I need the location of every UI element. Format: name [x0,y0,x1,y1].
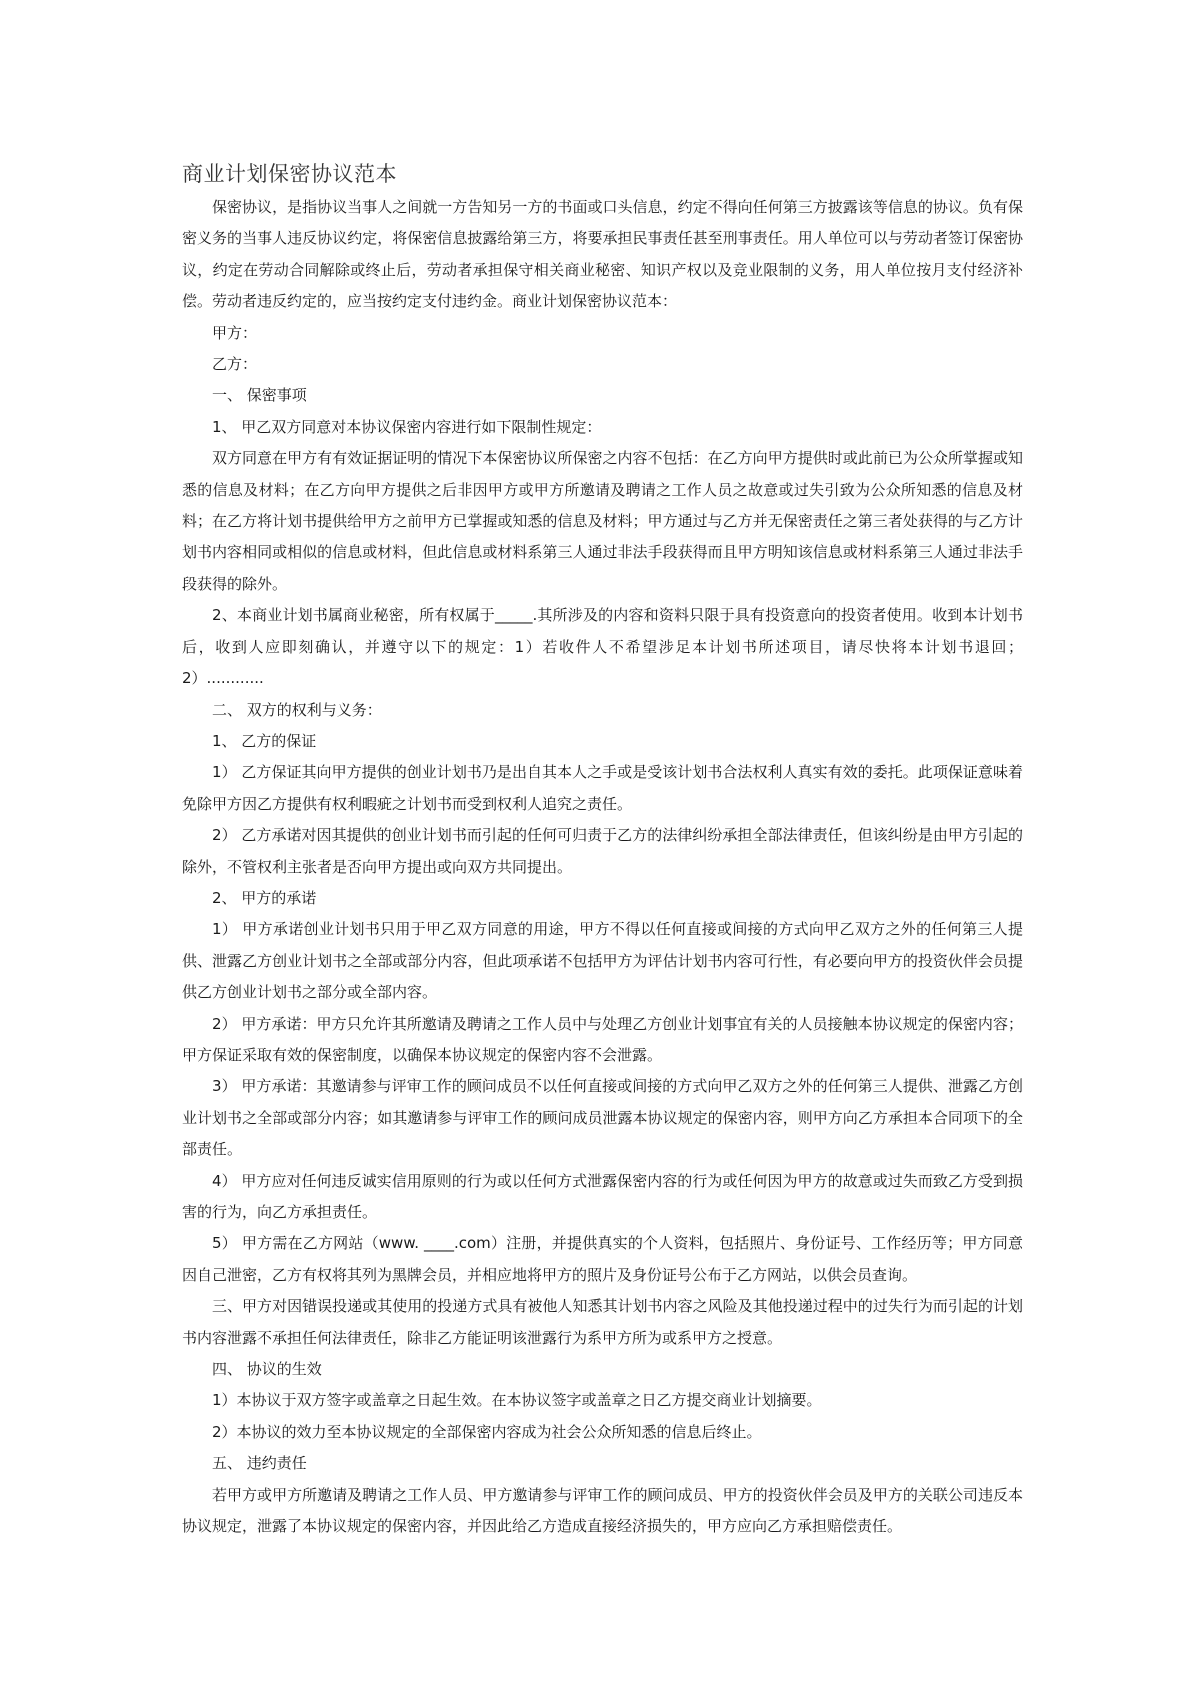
paragraph-intro: 保密协议，是指协议当事人之间就一方告知另一方的书面或口头信息，约定不得向任何第三方披露该等信息的协议。负有保密义务的当事人违反协议约定，将保密信息披露给第三方，将要承担民事责任甚至刑事责任。用人单位可以与劳动者签订保密协议，约定在劳动合同解除或终止后，劳动者承担保守相关商业秘密、知识产权以及竞业限制的义务，用人单位按月支付经济补偿。劳动者违反约定的，应当按约定支付违约金。商业计划保密协议范本： [182,198,1023,311]
clause-4-1: 1）本协议于双方签字或盖章之日起生效。在本协议签字或盖章之日乙方提交商业计划摘要。 [212,1391,822,1410]
clause-2-1-1: 1） 乙方保证其向甲方提供的创业计划书乃是出自其本人之手或是受该计划书合法权利人真实有效的委托。此项保证意味着免除甲方因乙方提供有权利暇疵之计划书而受到权利人追究之责任。 [182,763,1023,813]
section-heading-1: 一、 保密事项 [212,386,307,405]
section-heading-4: 四、 协议的生效 [212,1360,322,1379]
section-heading-5: 五、 违约责任 [212,1454,307,1473]
clause-5-1: 若甲方或甲方所邀请及聘请之工作人员、甲方邀请参与评审工作的顾问成员、甲方的投资伙伴会员及甲方的关联公司违反本协议规定，泄露了本协议规定的保密内容，并因此给乙方造成直接经济损失的，甲方应向乙方承担赔偿责任。 [182,1485,1023,1536]
clause-2-2-4: 4） 甲方应对任何违反诚实信用原则的行为或以任何方式泄露保密内容的行为或任何因为甲方的故意或过失而致乙方受到损害的行为，向乙方承担责任。 [182,1171,1023,1221]
clause-2-1-2: 2） 乙方承诺对因其提供的创业计划书而引起的任何可归责于乙方的法律纠纷承担全部法律责任，但该纠纷是由甲方引起的除外，不管权利主张者是否向甲方提出或向双方共同提出。 [182,826,1023,876]
clause-2-2-5: 5） 甲方需在乙方网站（www. ____.com）注册，并提供真实的个人资料，包括照片、身份证号、工作经历等；甲方同意因自己泄密，乙方有权将其列为黑牌会员，并相应地将甲方的照片及身份证号公布于乙方网站，以供会员查询。 [182,1234,1023,1284]
section-3: 三、甲方对因错误投递或其使用的投递方式具有被他人知悉其计划书内容之风险及其他投递过程中的过失行为而引起的计划书内容泄露不承担任何法律责任，除非乙方能证明该泄露行为系甲方所为或系甲方之授意。 [182,1297,1023,1347]
clause-2-2-1: 1） 甲方承诺创业计划书只用于甲乙双方同意的用途，甲方不得以任何直接或间接的方式向甲乙双方之外的任何第三人提供、泄露乙方创业计划书之全部或部分内容，但此项承诺不包括甲方为评估计划书内容可行性，有必要向甲方的投资伙伴会员提供乙方创业计划书之部分或全部内容。 [182,920,1023,1002]
section-heading-2: 二、 双方的权利与义务： [212,700,382,719]
clause-1-2: 2、本商业计划书属商业秘密，所有权属于_____.其所涉及的内容和资料只限于具有投资意向的投资者使用。收到本计划书后，收到人应即刻确认，并遵守以下的规定：1）若收件人不希望涉足本计划书所述项目，请尽快将本计划书退回；2）............ [182,606,1023,688]
document-body [182,160,1023,1542]
subsection-heading-2-1: 1、 乙方的保证 [212,731,317,750]
party-b-label: 乙方： [212,355,258,374]
clause-2-2-3: 3） 甲方承诺：其邀请参与评审工作的顾问成员不以任何直接或间接的方式向甲乙双方之外的任何第三人提供、泄露乙方创业计划书之全部或部分内容；如其邀请参与评审工作的顾问成员泄露本协议规定的保密内容，则甲方向乙方承担本合同项下的全部责任。 [182,1077,1023,1159]
party-a-label: 甲方： [212,323,258,342]
clause-4-2: 2）本协议的效力至本协议规定的全部保密内容成为社会公众所知悉的信息后终止。 [212,1422,762,1441]
clause-1-1-body: 双方同意在甲方有有效证据证明的情况下本保密协议所保密之内容不包括：在乙方向甲方提供时或此前已为公众所掌握或知悉的信息及材料；在乙方向甲方提供之后非因甲方或甲方所邀请及聘请之工作人员之故意或过失引致为公众所知悉的信息及材料；在乙方将计划书提供给甲方之前甲方已掌握或知悉的信息及材料；甲方通过与乙方并无保密责任之第三者处获得的与乙方计划书内容相同或相似的信息或材料，但此信息或材料系第三人通过非法手段获得而且甲方明知该信息或材料系第三人通过非法手段获得的除外。 [182,449,1023,593]
subsection-heading-2-2: 2、 甲方的承诺 [212,888,317,907]
clause-2-2-2: 2） 甲方承诺：甲方只允许其所邀请及聘请之工作人员中与处理乙方创业计划事宜有关的人员接触本协议规定的保密内容；甲方保证采取有效的保密制度，以确保本协议规定的保密内容不会泄露。 [182,1014,1023,1064]
document-title: 商业计划保密协议范本 [182,162,397,186]
clause-1-1: 1、 甲乙双方同意对本协议保密内容进行如下限制性规定： [212,417,602,436]
